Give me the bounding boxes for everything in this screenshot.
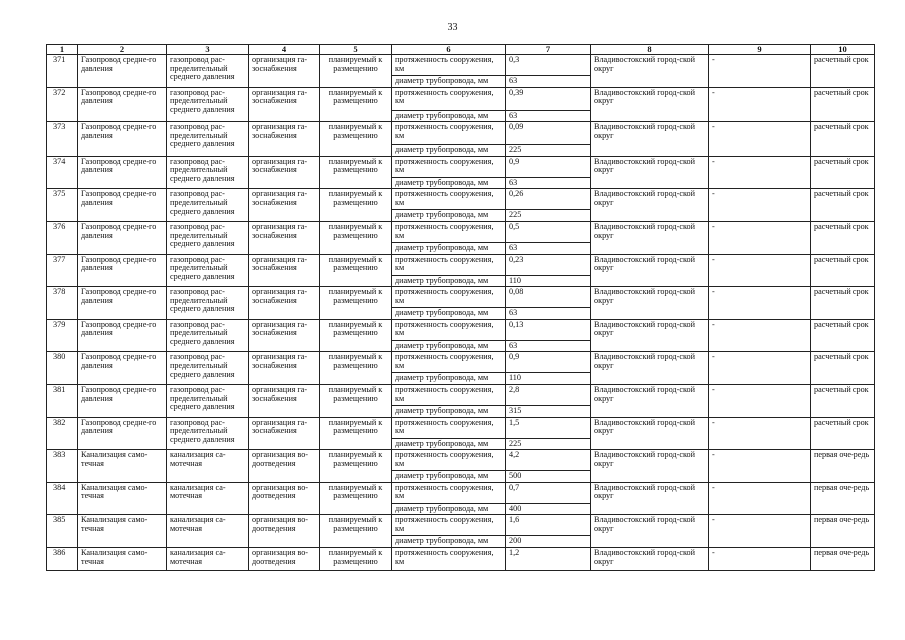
location: Владивостокский город-ской округ bbox=[591, 189, 709, 222]
parameter-value: 200 bbox=[506, 536, 591, 548]
parameter-value: 63 bbox=[506, 340, 591, 352]
parameter-name: протяженность сооружения, км bbox=[392, 547, 506, 570]
parameter-name: диаметр трубопровода, мм bbox=[392, 275, 506, 287]
parameter-value: 110 bbox=[506, 275, 591, 287]
implementation-term: расчетный срок bbox=[811, 221, 875, 254]
parameter-name: протяженность сооружения, км bbox=[392, 417, 506, 438]
zone: - bbox=[709, 450, 811, 483]
row-number: 374 bbox=[47, 156, 78, 189]
table-row bbox=[47, 384, 875, 405]
zone: - bbox=[709, 547, 811, 570]
parameter-name: диаметр трубопровода, мм bbox=[392, 536, 506, 548]
table-row bbox=[47, 515, 875, 536]
column-header: 8 bbox=[591, 45, 709, 55]
location: Владивостокский город-ской округ bbox=[591, 122, 709, 157]
parameter-name: протяженность сооружения, км bbox=[392, 122, 506, 145]
implementation-term: расчетный срок bbox=[811, 352, 875, 385]
row-number: 376 bbox=[47, 221, 78, 254]
parameter-value: 1,2 bbox=[506, 547, 591, 570]
header-row bbox=[47, 45, 875, 55]
implementation-term: расчетный срок bbox=[811, 254, 875, 287]
zone: - bbox=[709, 156, 811, 189]
parameter-name: диаметр трубопровода, мм bbox=[392, 471, 506, 483]
location: Владивостокский город-ской округ bbox=[591, 254, 709, 287]
object-name: Газопровод средне-го давления bbox=[78, 287, 167, 320]
object-type: газопровод рас-пределительный среднего давления bbox=[167, 122, 249, 157]
object-purpose: организация во-доотведения bbox=[249, 482, 320, 515]
parameter-name: протяженность сооружения, км bbox=[392, 450, 506, 471]
row-number: 377 bbox=[47, 254, 78, 287]
object-status: планируемый к размещению bbox=[320, 352, 392, 385]
parameter-name: протяженность сооружения, км bbox=[392, 55, 506, 76]
object-purpose: организация га-зоснабжения bbox=[249, 189, 320, 222]
implementation-term: расчетный срок bbox=[811, 55, 875, 88]
table-row bbox=[47, 482, 875, 503]
table-row bbox=[47, 87, 875, 110]
object-name: Газопровод средне-го давления bbox=[78, 55, 167, 88]
parameter-value: 0,09 bbox=[506, 122, 591, 145]
parameter-value: 500 bbox=[506, 471, 591, 483]
table-row bbox=[47, 352, 875, 373]
object-type: газопровод рас-пределительный среднего давления bbox=[167, 319, 249, 352]
parameter-name: протяженность сооружения, км bbox=[392, 87, 506, 110]
zone: - bbox=[709, 254, 811, 287]
parameter-value: 225 bbox=[506, 210, 591, 222]
parameter-value: 0,5 bbox=[506, 221, 591, 242]
row-number: 380 bbox=[47, 352, 78, 385]
location: Владивостокский город-ской округ bbox=[591, 515, 709, 548]
object-status: планируемый к размещению bbox=[320, 450, 392, 483]
implementation-term: расчетный срок bbox=[811, 122, 875, 157]
parameter-name: протяженность сооружения, км bbox=[392, 384, 506, 405]
column-header: 7 bbox=[506, 45, 591, 55]
parameter-name: диаметр трубопровода, мм bbox=[392, 210, 506, 222]
location: Владивостокский город-ской округ bbox=[591, 384, 709, 417]
implementation-term: первая оче-редь bbox=[811, 482, 875, 515]
location: Владивостокский город-ской округ bbox=[591, 87, 709, 122]
object-type: газопровод рас-пределительный среднего давления bbox=[167, 189, 249, 222]
object-status: планируемый к размещению bbox=[320, 55, 392, 88]
object-type: газопровод рас-пределительный среднего давления bbox=[167, 287, 249, 320]
implementation-term: первая оче-редь bbox=[811, 547, 875, 570]
parameter-value: 1,5 bbox=[506, 417, 591, 438]
table-row bbox=[47, 221, 875, 242]
row-number: 378 bbox=[47, 287, 78, 320]
zone: - bbox=[709, 189, 811, 222]
object-status: планируемый к размещению bbox=[320, 515, 392, 548]
page-number: 33 bbox=[447, 22, 458, 33]
row-number: 372 bbox=[47, 87, 78, 122]
parameter-value: 0,23 bbox=[506, 254, 591, 275]
table-body bbox=[47, 45, 875, 571]
parameter-value: 63 bbox=[506, 177, 591, 189]
object-name: Канализация само-течная bbox=[78, 450, 167, 483]
object-purpose: организация во-доотведения bbox=[249, 450, 320, 483]
zone: - bbox=[709, 287, 811, 320]
parameter-name: диаметр трубопровода, мм bbox=[392, 405, 506, 417]
parameter-name: диаметр трубопровода, мм bbox=[392, 177, 506, 189]
object-name: Газопровод средне-го давления bbox=[78, 122, 167, 157]
parameter-name: диаметр трубопровода, мм bbox=[392, 340, 506, 352]
object-type: газопровод рас-пределительный среднего давления bbox=[167, 384, 249, 417]
parameter-name: протяженность сооружения, км bbox=[392, 482, 506, 503]
table-row bbox=[47, 450, 875, 471]
parameter-name: протяженность сооружения, км bbox=[392, 221, 506, 242]
object-name: Канализация само-течная bbox=[78, 482, 167, 515]
zone: - bbox=[709, 384, 811, 417]
row-number: 386 bbox=[47, 547, 78, 570]
parameter-name: протяженность сооружения, км bbox=[392, 189, 506, 210]
row-number: 381 bbox=[47, 384, 78, 417]
object-status: планируемый к размещению bbox=[320, 547, 392, 570]
object-name: Канализация само-течная bbox=[78, 515, 167, 548]
object-purpose: организация га-зоснабжения bbox=[249, 87, 320, 122]
parameter-value: 0,9 bbox=[506, 352, 591, 373]
object-type: газопровод рас-пределительный среднего давления bbox=[167, 87, 249, 122]
parameter-name: диаметр трубопровода, мм bbox=[392, 438, 506, 450]
objects-table bbox=[46, 44, 875, 571]
row-number: 379 bbox=[47, 319, 78, 352]
object-type: канализация са-мотечная bbox=[167, 515, 249, 548]
zone: - bbox=[709, 319, 811, 352]
object-purpose: организация во-доотведения bbox=[249, 515, 320, 548]
parameter-value: 4,2 bbox=[506, 450, 591, 471]
implementation-term: расчетный срок bbox=[811, 319, 875, 352]
parameter-value: 2,8 bbox=[506, 384, 591, 405]
implementation-term: первая оче-редь bbox=[811, 450, 875, 483]
row-number: 382 bbox=[47, 417, 78, 450]
object-status: планируемый к размещению bbox=[320, 156, 392, 189]
location: Владивостокский город-ской округ bbox=[591, 287, 709, 320]
parameter-name: протяженность сооружения, км bbox=[392, 156, 506, 177]
column-header: 5 bbox=[320, 45, 392, 55]
object-status: планируемый к размещению bbox=[320, 417, 392, 450]
parameter-value: 225 bbox=[506, 145, 591, 157]
parameter-name: диаметр трубопровода, мм bbox=[392, 242, 506, 254]
location: Владивостокский город-ской округ bbox=[591, 352, 709, 385]
object-name: Газопровод средне-го давления bbox=[78, 156, 167, 189]
object-status: планируемый к размещению bbox=[320, 482, 392, 515]
object-status: планируемый к размещению bbox=[320, 122, 392, 157]
object-type: газопровод рас-пределительный среднего давления bbox=[167, 352, 249, 385]
object-type: канализация са-мотечная bbox=[167, 547, 249, 570]
object-name: Газопровод средне-го давления bbox=[78, 417, 167, 450]
location: Владивостокский город-ской округ bbox=[591, 156, 709, 189]
row-number: 371 bbox=[47, 55, 78, 88]
object-type: канализация са-мотечная bbox=[167, 482, 249, 515]
row-number: 373 bbox=[47, 122, 78, 157]
object-purpose: организация га-зоснабжения bbox=[249, 352, 320, 385]
zone: - bbox=[709, 122, 811, 157]
object-status: планируемый к размещению bbox=[320, 189, 392, 222]
row-number: 385 bbox=[47, 515, 78, 548]
table-row bbox=[47, 189, 875, 210]
parameter-name: диаметр трубопровода, мм bbox=[392, 373, 506, 385]
location: Владивостокский город-ской округ bbox=[591, 221, 709, 254]
object-name: Газопровод средне-го давления bbox=[78, 189, 167, 222]
zone: - bbox=[709, 482, 811, 515]
object-purpose: организация га-зоснабжения bbox=[249, 156, 320, 189]
zone: - bbox=[709, 87, 811, 122]
parameter-value: 0,08 bbox=[506, 287, 591, 308]
parameter-value: 0,7 bbox=[506, 482, 591, 503]
column-header: 2 bbox=[78, 45, 167, 55]
column-header: 9 bbox=[709, 45, 811, 55]
object-purpose: организация га-зоснабжения bbox=[249, 122, 320, 157]
object-type: газопровод рас-пределительный среднего давления bbox=[167, 254, 249, 287]
parameter-name: протяженность сооружения, км bbox=[392, 319, 506, 340]
object-type: газопровод рас-пределительный среднего давления bbox=[167, 156, 249, 189]
object-status: планируемый к размещению bbox=[320, 384, 392, 417]
parameter-name: диаметр трубопровода, мм bbox=[392, 145, 506, 157]
parameter-name: диаметр трубопровода, мм bbox=[392, 76, 506, 88]
parameter-value: 315 bbox=[506, 405, 591, 417]
object-status: планируемый к размещению bbox=[320, 221, 392, 254]
object-name: Газопровод средне-го давления bbox=[78, 87, 167, 122]
object-name: Газопровод средне-го давления bbox=[78, 319, 167, 352]
table-row bbox=[47, 122, 875, 145]
location: Владивостокский город-ской округ bbox=[591, 319, 709, 352]
table-row bbox=[47, 156, 875, 177]
object-type: газопровод рас-пределительный среднего давления bbox=[167, 417, 249, 450]
table-row bbox=[47, 55, 875, 76]
location: Владивостокский город-ской округ bbox=[591, 547, 709, 570]
parameter-value: 0,9 bbox=[506, 156, 591, 177]
row-number: 383 bbox=[47, 450, 78, 483]
zone: - bbox=[709, 352, 811, 385]
column-header: 3 bbox=[167, 45, 249, 55]
object-status: планируемый к размещению bbox=[320, 254, 392, 287]
zone: - bbox=[709, 221, 811, 254]
object-purpose: организация га-зоснабжения bbox=[249, 221, 320, 254]
implementation-term: расчетный срок bbox=[811, 417, 875, 450]
object-name: Канализация само-течная bbox=[78, 547, 167, 570]
zone: - bbox=[709, 515, 811, 548]
object-name: Газопровод средне-го давления bbox=[78, 221, 167, 254]
parameter-value: 0,13 bbox=[506, 319, 591, 340]
parameter-name: протяженность сооружения, км bbox=[392, 515, 506, 536]
parameter-name: диаметр трубопровода, мм bbox=[392, 308, 506, 320]
implementation-term: первая оче-редь bbox=[811, 515, 875, 548]
column-header: 10 bbox=[811, 45, 875, 55]
table-row bbox=[47, 417, 875, 438]
parameter-name: диаметр трубопровода, мм bbox=[392, 110, 506, 122]
parameter-value: 0,3 bbox=[506, 55, 591, 76]
parameter-value: 63 bbox=[506, 110, 591, 122]
object-type: канализация са-мотечная bbox=[167, 450, 249, 483]
parameter-name: протяженность сооружения, км bbox=[392, 254, 506, 275]
parameter-value: 110 bbox=[506, 373, 591, 385]
object-purpose: организация га-зоснабжения bbox=[249, 417, 320, 450]
object-type: газопровод рас-пределительный среднего давления bbox=[167, 55, 249, 88]
column-header: 4 bbox=[249, 45, 320, 55]
object-name: Газопровод средне-го давления bbox=[78, 254, 167, 287]
location: Владивостокский город-ской округ bbox=[591, 55, 709, 88]
column-header: 6 bbox=[392, 45, 506, 55]
object-name: Газопровод средне-го давления bbox=[78, 352, 167, 385]
object-status: планируемый к размещению bbox=[320, 319, 392, 352]
parameter-value: 63 bbox=[506, 308, 591, 320]
table-row bbox=[47, 287, 875, 308]
parameter-value: 1,6 bbox=[506, 515, 591, 536]
parameter-name: протяженность сооружения, км bbox=[392, 287, 506, 308]
table-row bbox=[47, 319, 875, 340]
parameter-value: 0,26 bbox=[506, 189, 591, 210]
object-status: планируемый к размещению bbox=[320, 87, 392, 122]
object-purpose: организация га-зоснабжения bbox=[249, 319, 320, 352]
object-purpose: организация во-доотведения bbox=[249, 547, 320, 570]
parameter-value: 225 bbox=[506, 438, 591, 450]
parameter-value: 63 bbox=[506, 242, 591, 254]
parameter-value: 400 bbox=[506, 503, 591, 515]
object-type: газопровод рас-пределительный среднего давления bbox=[167, 221, 249, 254]
zone: - bbox=[709, 417, 811, 450]
location: Владивостокский город-ской округ bbox=[591, 450, 709, 483]
parameter-value: 63 bbox=[506, 76, 591, 88]
implementation-term: расчетный срок bbox=[811, 156, 875, 189]
table-row bbox=[47, 547, 875, 570]
location: Владивостокский город-ской округ bbox=[591, 482, 709, 515]
column-header: 1 bbox=[47, 45, 78, 55]
implementation-term: расчетный срок bbox=[811, 189, 875, 222]
row-number: 375 bbox=[47, 189, 78, 222]
zone: - bbox=[709, 55, 811, 88]
parameter-name: диаметр трубопровода, мм bbox=[392, 503, 506, 515]
object-purpose: организация га-зоснабжения bbox=[249, 287, 320, 320]
table-row bbox=[47, 254, 875, 275]
object-purpose: организация га-зоснабжения bbox=[249, 254, 320, 287]
parameter-value: 0,39 bbox=[506, 87, 591, 110]
row-number: 384 bbox=[47, 482, 78, 515]
parameter-name: протяженность сооружения, км bbox=[392, 352, 506, 373]
object-status: планируемый к размещению bbox=[320, 287, 392, 320]
location: Владивостокский город-ской округ bbox=[591, 417, 709, 450]
object-name: Газопровод средне-го давления bbox=[78, 384, 167, 417]
implementation-term: расчетный срок bbox=[811, 87, 875, 122]
implementation-term: расчетный срок bbox=[811, 287, 875, 320]
object-purpose: организация га-зоснабжения bbox=[249, 384, 320, 417]
implementation-term: расчетный срок bbox=[811, 384, 875, 417]
object-purpose: организация га-зоснабжения bbox=[249, 55, 320, 88]
